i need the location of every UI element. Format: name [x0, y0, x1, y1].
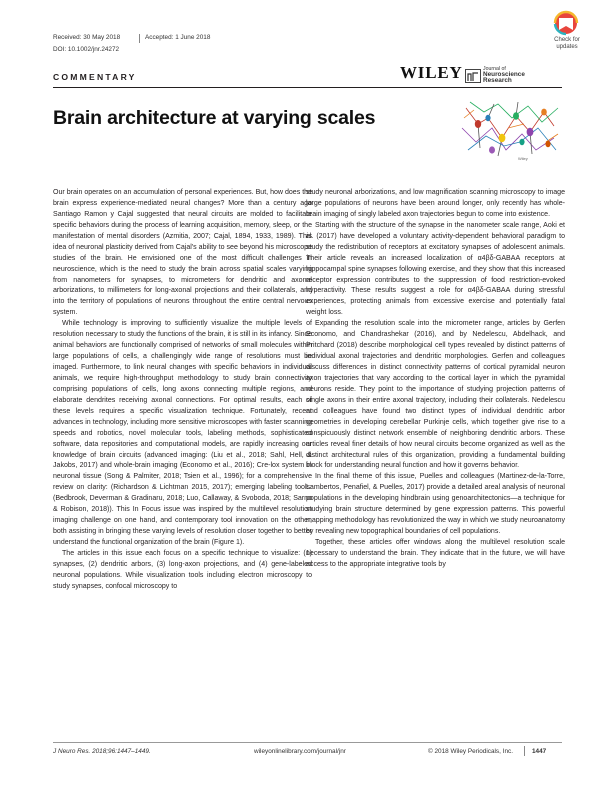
accepted-date: Accepted: 1 June 2018 [145, 34, 211, 41]
right-paragraph-1: study neuronal arborizations, and low magnification scanning microscopy to image large populations of neurons have been around longer, only recently has whole-brain imaging of singly labeled axon trajectories begun to come into existence. [306, 189, 565, 218]
right-paragraph-4: In the final theme of this issue, Puelles and colleagues (Martinez-de-la-Torre, Lambertos, Penafiel, & Puelles, 2017) provide a detailed areal analysis of neuronal populations in the developing hindbrain using genoarchitectonics—a technique for studying brain structure determined by gene expression patterns. This powerful mapping methodology has revolutionized the way in which we study neuroanatomy by revealing new topographical boundaries of cell populations. [306, 473, 565, 536]
check-for-updates-badge[interactable] [546, 10, 588, 54]
left-paragraph-2: While technology is improving to sufficiently visualize the multiple levels of resolution necessary to study the functions of the brain, it is still in its infancy. Since animal behaviors are functionally comprised of networks of small molecules within large populations of cells, a challengingly wide range of resolutions must be imaged. Furthermore, to link neural changes with specific behaviors in individual animals, we require high-throughput methodology to study brain connectivity comprising populations of cells, long axons connecting multiple regions, and elaborate dendrites receiving axonal connections. For optimal results, each of these levels requires a specific visualization technique. Fortunately, recent advances in technology, including more sensitive microscopes with faster scanning speeds and robotics, novel molecular tools, labeling methods, sophisticated software, data repositories and computational models, are rapidly increasing our knowledge of brain circuits (advanced imaging: (Liu et al., 2018; Sahl, Hell, & Jakobs, 2017) and whole-brain imaging (Economo et al., 2016); Cre-lox system in neuronal tissue (Song & Palmiter, 2018; Tsien et al., 1996); for a comprehensive review on clarity: (Richardson & Lichtman 2015, 2017); emerging labeling tools: (Bedbrook, Deverman & Gradinaru, 2018; Luo, Callaway, & Svoboda, 2018; Sarno & Robison, 2018)). This In Focus issue was inspired by the multilevel resolution imaging challenge on one hand, and contemporary tool innovation on the other, both assisting in bringing these varying levels of resolution closer together to better understand the functional organization of the brain (Figure 1). [53, 320, 312, 546]
journal-line-1: Journal of [483, 66, 506, 72]
publisher-logo: WILEY [400, 63, 463, 82]
section-label: COMMENTARY [53, 72, 137, 82]
neuron-illustration-icon [458, 98, 562, 162]
header-rule [53, 87, 562, 88]
journal-line-3: Research [483, 77, 512, 84]
journal-logo-icon [465, 69, 481, 83]
received-date: Received: 30 May 2018 [53, 34, 121, 41]
right-paragraph-2: Starting with the structure of the synapse in the nanometer scale range, Aoki et al. (2017) have developed a voluntary activity-dependent behavioral paradigm to study the redistribution of receptors at excitatory synapses of adolescent animals. Their article reveals an increased localization of α4βδ-GABAA receptors at hippocampal spine synapses following exercise, and they show that this increased receptor expression contributes to the suppression of food restriction-evoked hyperactivity. These results suggest a role for α4βδ-GABAA during stressful experiences, protecting animals from excessive exercise and potentially fatal weight loss. [306, 221, 565, 317]
meta-separator [139, 34, 140, 43]
left-paragraph-1: Our brain operates on an accumulation of personal experiences. But, how does the brain express experience-mediated neural changes? More than a century ago Santiago Ramon y Cajal suggested that neural circuits are molded to facilitate specific behaviors during the process of learning acquisition, memory, sleep, or the manifestation of mental disorders (Azmitia, 2007; Cajal, 1894, 1933, 1989). This idea of neuronal plasticity derived from Cajal's ability to see beyond his microscope studies of the brain. He envisioned one of the most difficult challenges in neuroscience, which is the need to study the brain across spatial scales varying from nanometers for synapses, to micrometers for dendritic and axonal arborizations, to millimeters for long-axonal projections and their collaterals, and into the territory of populations of neurons throughout the entire central nervous system. [53, 189, 312, 317]
footer-separator [524, 746, 525, 756]
footer-rule [53, 742, 562, 743]
copyright: © 2018 Wiley Periodicals, Inc. [428, 748, 513, 755]
right-paragraph-5: Together, these articles offer windows along the multilevel resolution scale necessary to understand the brain. They indicate that in the future, we will have access to the appropriate integrative tools by [306, 539, 565, 568]
left-paragraph-3: The articles in this issue each focus on a specific technique to visualize: (1) synapses, (2) dendritic arbors, (3) long-axon projections, and (4) gene-labeled neuronal populations. While visualization tools including electron microscopy to study synapses, confocal microscopy to [53, 549, 312, 590]
body-column-left [53, 188, 312, 593]
body-column-right [306, 188, 565, 571]
journal-url[interactable]: wileyonlinelibrary.com/journal/jnr [254, 748, 346, 755]
doi-link[interactable]: DOI: 10.1002/jnr.24272 [53, 46, 120, 53]
page-number: 1447 [532, 748, 547, 755]
cover-label: Wiley [518, 156, 528, 161]
journal-name [483, 66, 553, 84]
journal-line-2: Neuroscience [483, 71, 525, 78]
badge-line-1: Check for [554, 37, 580, 43]
badge-line-2: updates [556, 44, 578, 50]
cover-illustration [458, 98, 562, 162]
article-title: Brain architecture at varying scales [53, 107, 376, 129]
journal-citation: J Neuro Res. 2018;96:1447–1449. [53, 748, 151, 755]
right-paragraph-3: Expanding the resolution scale into the micrometer range, articles by Gerfen Economo, and Chandrashekar (2016), and by Nedelescu, Abdelhack, and Pritchard (2018) describe morphological cell types revealed by distinct patterns of individual axonal trajectories and dendritic morphologies. Gerfen and colleagues discuss differences in distinct connectivity patterns of cortical pyramidal neuron axon trajectories that vary according to the cortical layer in which the pyramidal neurons reside. They point to the importance of studying projection patterns of single axons in their entire axonal trajectory, including their collaterals. Nedelescu and colleagues have found two distinct types of individual dendritic arbor geometries in developing cerebellar Purkinje cells, which together give rise to a conspicuously distinct network ensemble of neighboring dendritic arbors. These articles reveal finer details of how neural circuits become organized as well as the distinct architectural rules of this organization, providing a fundamental building block for understanding neural function and how it governs behavior. [306, 320, 565, 470]
